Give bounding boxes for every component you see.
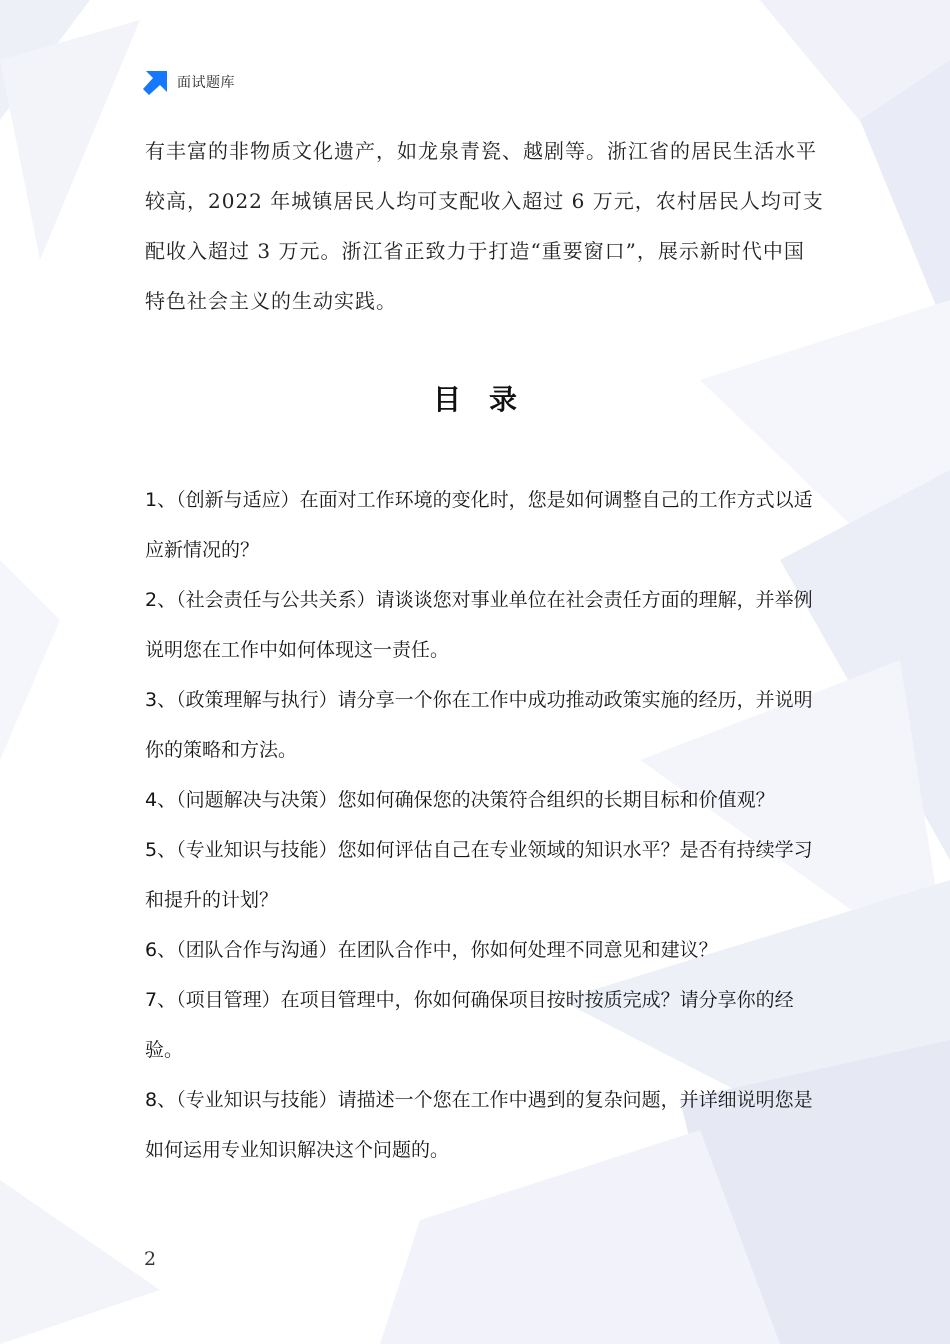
toc-item: 1、（创新与适应）在面对工作环境的变化时，您是如何调整自己的工作方式以适应新情况的？ bbox=[145, 489, 813, 561]
toc-item: 7、（项目管理）在项目管理中，你如何确保项目按时按质完成？请分享你的经验。 bbox=[145, 989, 794, 1061]
toc-item: 2、（社会责任与公共关系）请谈谈您对事业单位在社会责任方面的理解，并举例说明您在工作中如何体现这一责任。 bbox=[145, 589, 813, 661]
page-number: 2 bbox=[144, 1248, 157, 1270]
toc-item: 5、（专业知识与技能）您如何评估自己在专业领域的知识水平？是否有持续学习和提升的计划？ bbox=[145, 839, 813, 911]
toc-item: 6、（团队合作与沟通）在团队合作中，你如何处理不同意见和建议？ bbox=[145, 939, 718, 961]
toc-item: 8、（专业知识与技能）请描述一个您在工作中遇到的复杂问题，并详细说明您是如何运用专业知识解决这个问题的。 bbox=[145, 1089, 813, 1161]
toc-list bbox=[145, 475, 825, 1175]
toc-item: 4、（问题解决与决策）您如何确保您的决策符合组织的长期目标和价值观？ bbox=[145, 789, 775, 811]
page-header bbox=[143, 68, 235, 96]
arrow-up-right-icon bbox=[143, 69, 169, 95]
toc-item: 3、（政策理解与执行）请分享一个你在工作中成功推动政策实施的经历，并说明你的策略和方法。 bbox=[145, 689, 813, 761]
intro-paragraph: 有丰富的非物质文化遗产，如龙泉青瓷、越剧等。浙江省的居民生活水平较高，2022 年城镇居民人均可支配收入超过 6 万元，农村居民人均可支配收入超过 3 万元。浙江省正致力于打造“重要窗口”，展示新时代中国特色社会主义的生动实践。 bbox=[145, 139, 824, 313]
brand-name: 面试题库 bbox=[177, 75, 235, 91]
toc-title: 目录 bbox=[432, 383, 545, 416]
